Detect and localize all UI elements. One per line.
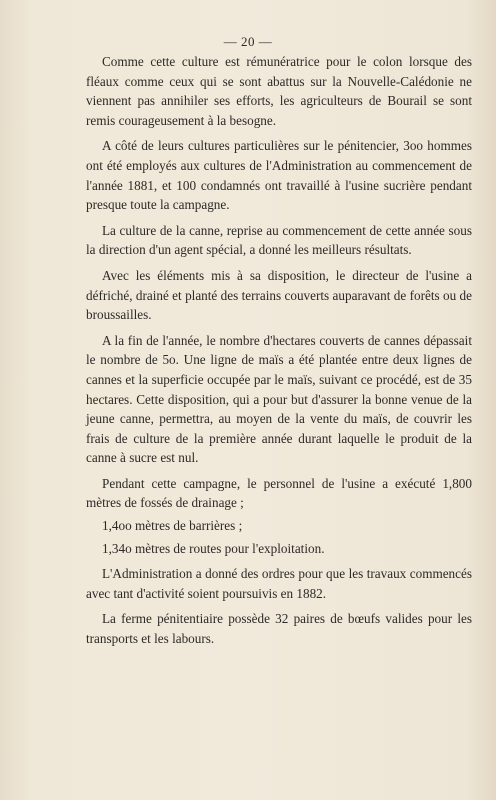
paragraph-1: Comme cette culture est rémunératrice pour le colon lorsque des fléaux comme ceux qui se sont abattus sur la Nouvelle-Calédonie ne viennent pas annihiler ses efforts, les agriculteurs de Bourail se sont remis courageusement à la besogne. xyxy=(86,54,472,128)
page-number: — 20 — xyxy=(223,34,273,49)
list-line-barriers: 1,4oo mètres de barrières ; xyxy=(102,518,243,534)
paragraph-5: A la fin de l'année, le nombre d'hectares couverts de cannes dépassait le nombre de 5o. Une ligne de maïs a été plantée entre deux lignes de cannes et la superficie occupée par le maïs, suivant ce procédé, est de 35 hectares. Cette disposition, qui a pour but d'assurer la bonne venue de la jeune canne, permettra, au moyen de la vente du maïs, de couvrir les frais de culture de la première année durant laquelle le produit de la canne à sucre est nul. xyxy=(86,332,472,466)
paragraph-4: Avec les éléments mis à sa disposition, le directeur de l'usine a défriché, drainé et planté des terrains couverts auparavant de forêts ou de broussailles. xyxy=(86,267,472,323)
paragraph-2: A côté de leurs cultures particulières sur le pénitencier, 3oo hommes ont été employés aux cultures de l'Administration au commencement de l'année 1881, et 100 condamnés ont travaillé à l'usine sucrière pendant presque toute la campagne. xyxy=(86,138,472,213)
paragraph-10: La ferme pénitentiaire possède 32 paires de bœufs valides pour les transports et les labours. xyxy=(86,611,472,647)
paragraph-6: Pendant cette campagne, le personnel de l'usine a exécuté 1,800 mètres de fossés de drainage ; xyxy=(86,475,472,511)
paragraph-3: La culture de la canne, reprise au commencement de cette année sous la direction d'un agent spécial, a donné les meilleurs résultats. xyxy=(86,222,472,258)
paragraph-9: L'Administration a donné des ordres pour que les travaux commencés avec tant d'activité soient poursuivis en 1882. xyxy=(86,566,472,601)
list-line-roads: 1,34o mètres de routes pour l'exploitation. xyxy=(102,540,325,556)
body-text xyxy=(86,52,472,655)
